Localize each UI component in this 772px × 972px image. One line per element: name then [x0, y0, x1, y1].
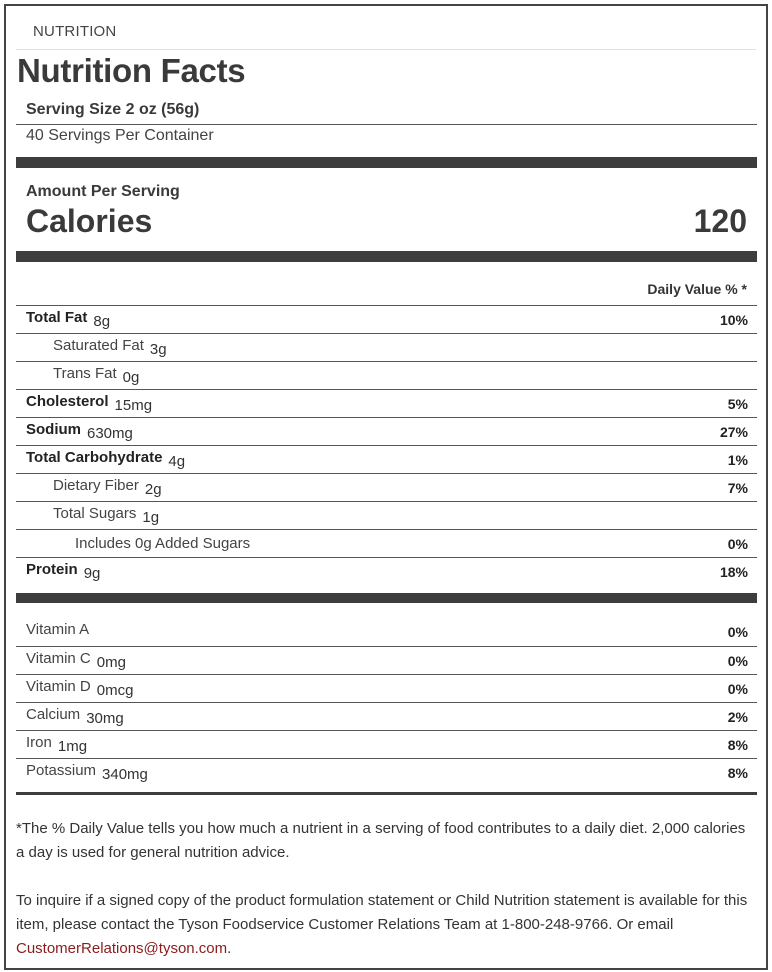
nutrient-label: Saturated Fat [53, 337, 144, 354]
nutrient-amount: 1g [142, 509, 160, 526]
vitamin-percent: 8% [727, 765, 748, 781]
nutrient-amount: 9g [83, 565, 101, 582]
vitamin-amount: 0mg [96, 654, 126, 671]
nutrient-row-total-carbohydrate [16, 445, 757, 473]
nutrient-label: Trans Fat [53, 365, 117, 382]
nutrient-amount: 630mg [87, 425, 133, 442]
nutrient-row-total-fat [16, 305, 757, 333]
nutrient-label: Total Sugars [53, 505, 137, 522]
nutrient-label: Protein [26, 561, 78, 578]
divider [16, 124, 757, 125]
vitamin-label: Vitamin D [26, 678, 91, 695]
calories-label: Calories [26, 203, 153, 239]
nutrient-row-total-sugars [16, 501, 757, 529]
vitamin-label: Vitamin A [26, 621, 90, 638]
vitamin-amount: 340mg [102, 766, 148, 783]
nutrient-percent: 18% [719, 564, 748, 580]
servings-per-container: 40 Servings Per Container [26, 127, 214, 144]
vitamin-amount: 0mcg [96, 682, 134, 699]
nutrient-amount: 2g [144, 481, 162, 498]
vitamin-percent: 2% [727, 709, 748, 725]
nutrient-row-dietary-fiber [16, 473, 757, 501]
nutrient-label: Dietary Fiber [53, 477, 139, 494]
vitamin-percent: 0% [727, 624, 748, 640]
thick-divider [16, 251, 757, 262]
nutrient-row-cholesterol [16, 389, 757, 417]
daily-value-footnote: *The % Daily Value tells you how much a nutrient in a serving of food contributes to a daily diet. 2,000 calories a day is used for general nutrition advice. [16, 820, 746, 861]
serving-size: Serving Size 2 oz (56g) [26, 101, 200, 118]
nutrient-row-trans-fat [16, 361, 757, 389]
nutrient-percent: 7% [727, 480, 748, 496]
nutrient-label: Includes 0g Added Sugars [75, 535, 251, 552]
amount-per-serving: Amount Per Serving [26, 183, 180, 200]
vitamin-amount: 1mg [57, 738, 88, 755]
vitamin-row-potassium [16, 758, 757, 786]
page-title: Nutrition Facts [17, 52, 246, 89]
inquiry-trailing: . [227, 940, 232, 957]
thick-divider [16, 593, 757, 603]
vitamin-label: Iron [26, 734, 52, 751]
nutrient-amount: 8g [93, 313, 111, 330]
daily-value-header: Daily Value % * [647, 281, 747, 297]
nutrient-row-sodium [16, 417, 757, 445]
nutrient-amount: 0g [122, 369, 140, 386]
thick-divider [16, 157, 757, 168]
vitamin-row-iron [16, 730, 757, 758]
nutrient-amount: 4g [168, 453, 186, 470]
vitamin-row-vitamin-a [16, 618, 757, 646]
nutrient-row-saturated-fat [16, 333, 757, 361]
vitamin-row-calcium [16, 702, 757, 730]
vitamin-label: Potassium [26, 762, 97, 779]
nutrient-label: Sodium [26, 421, 81, 438]
calories-value: 120 [693, 203, 747, 239]
nutrient-percent: 27% [719, 424, 748, 440]
email-link[interactable]: CustomerRelations@tyson.com [16, 940, 228, 957]
vitamin-label: Calcium [26, 706, 81, 723]
divider [16, 49, 756, 50]
nutrient-label: Cholesterol [26, 393, 109, 410]
bottom-divider [16, 792, 757, 795]
nutrient-percent: 0% [727, 536, 748, 552]
vitamin-percent: 0% [727, 653, 748, 669]
vitamin-percent: 8% [727, 737, 748, 753]
vitamin-amount: 30mg [86, 710, 124, 727]
nutrient-amount: 3g [149, 341, 167, 358]
nutrient-percent: 10% [719, 312, 748, 328]
nutrient-label: Total Carbohydrate [26, 449, 163, 466]
nutrient-amount: 15mg [114, 397, 153, 414]
inquiry-body: To inquire if a signed copy of the product formulation statement or Child Nutrition statement is available for this item, please contact the Tyson Foodservice Customer Relations Team at 1-800-248-9766. Or email [16, 892, 748, 933]
nutrient-percent: 5% [727, 396, 748, 412]
vitamin-percent: 0% [727, 681, 748, 697]
vitamin-row-vitamin-c [16, 646, 757, 674]
vitamin-label: Vitamin C [26, 650, 91, 667]
nutrient-row-added-sugars [16, 529, 757, 557]
vitamin-row-vitamin-d [16, 674, 757, 702]
nutrient-label: Total Fat [26, 309, 88, 326]
nutrient-row-protein [16, 557, 757, 585]
section-label: NUTRITION [33, 23, 117, 40]
inquiry-text [16, 889, 756, 961]
nutrient-percent: 1% [727, 452, 748, 468]
